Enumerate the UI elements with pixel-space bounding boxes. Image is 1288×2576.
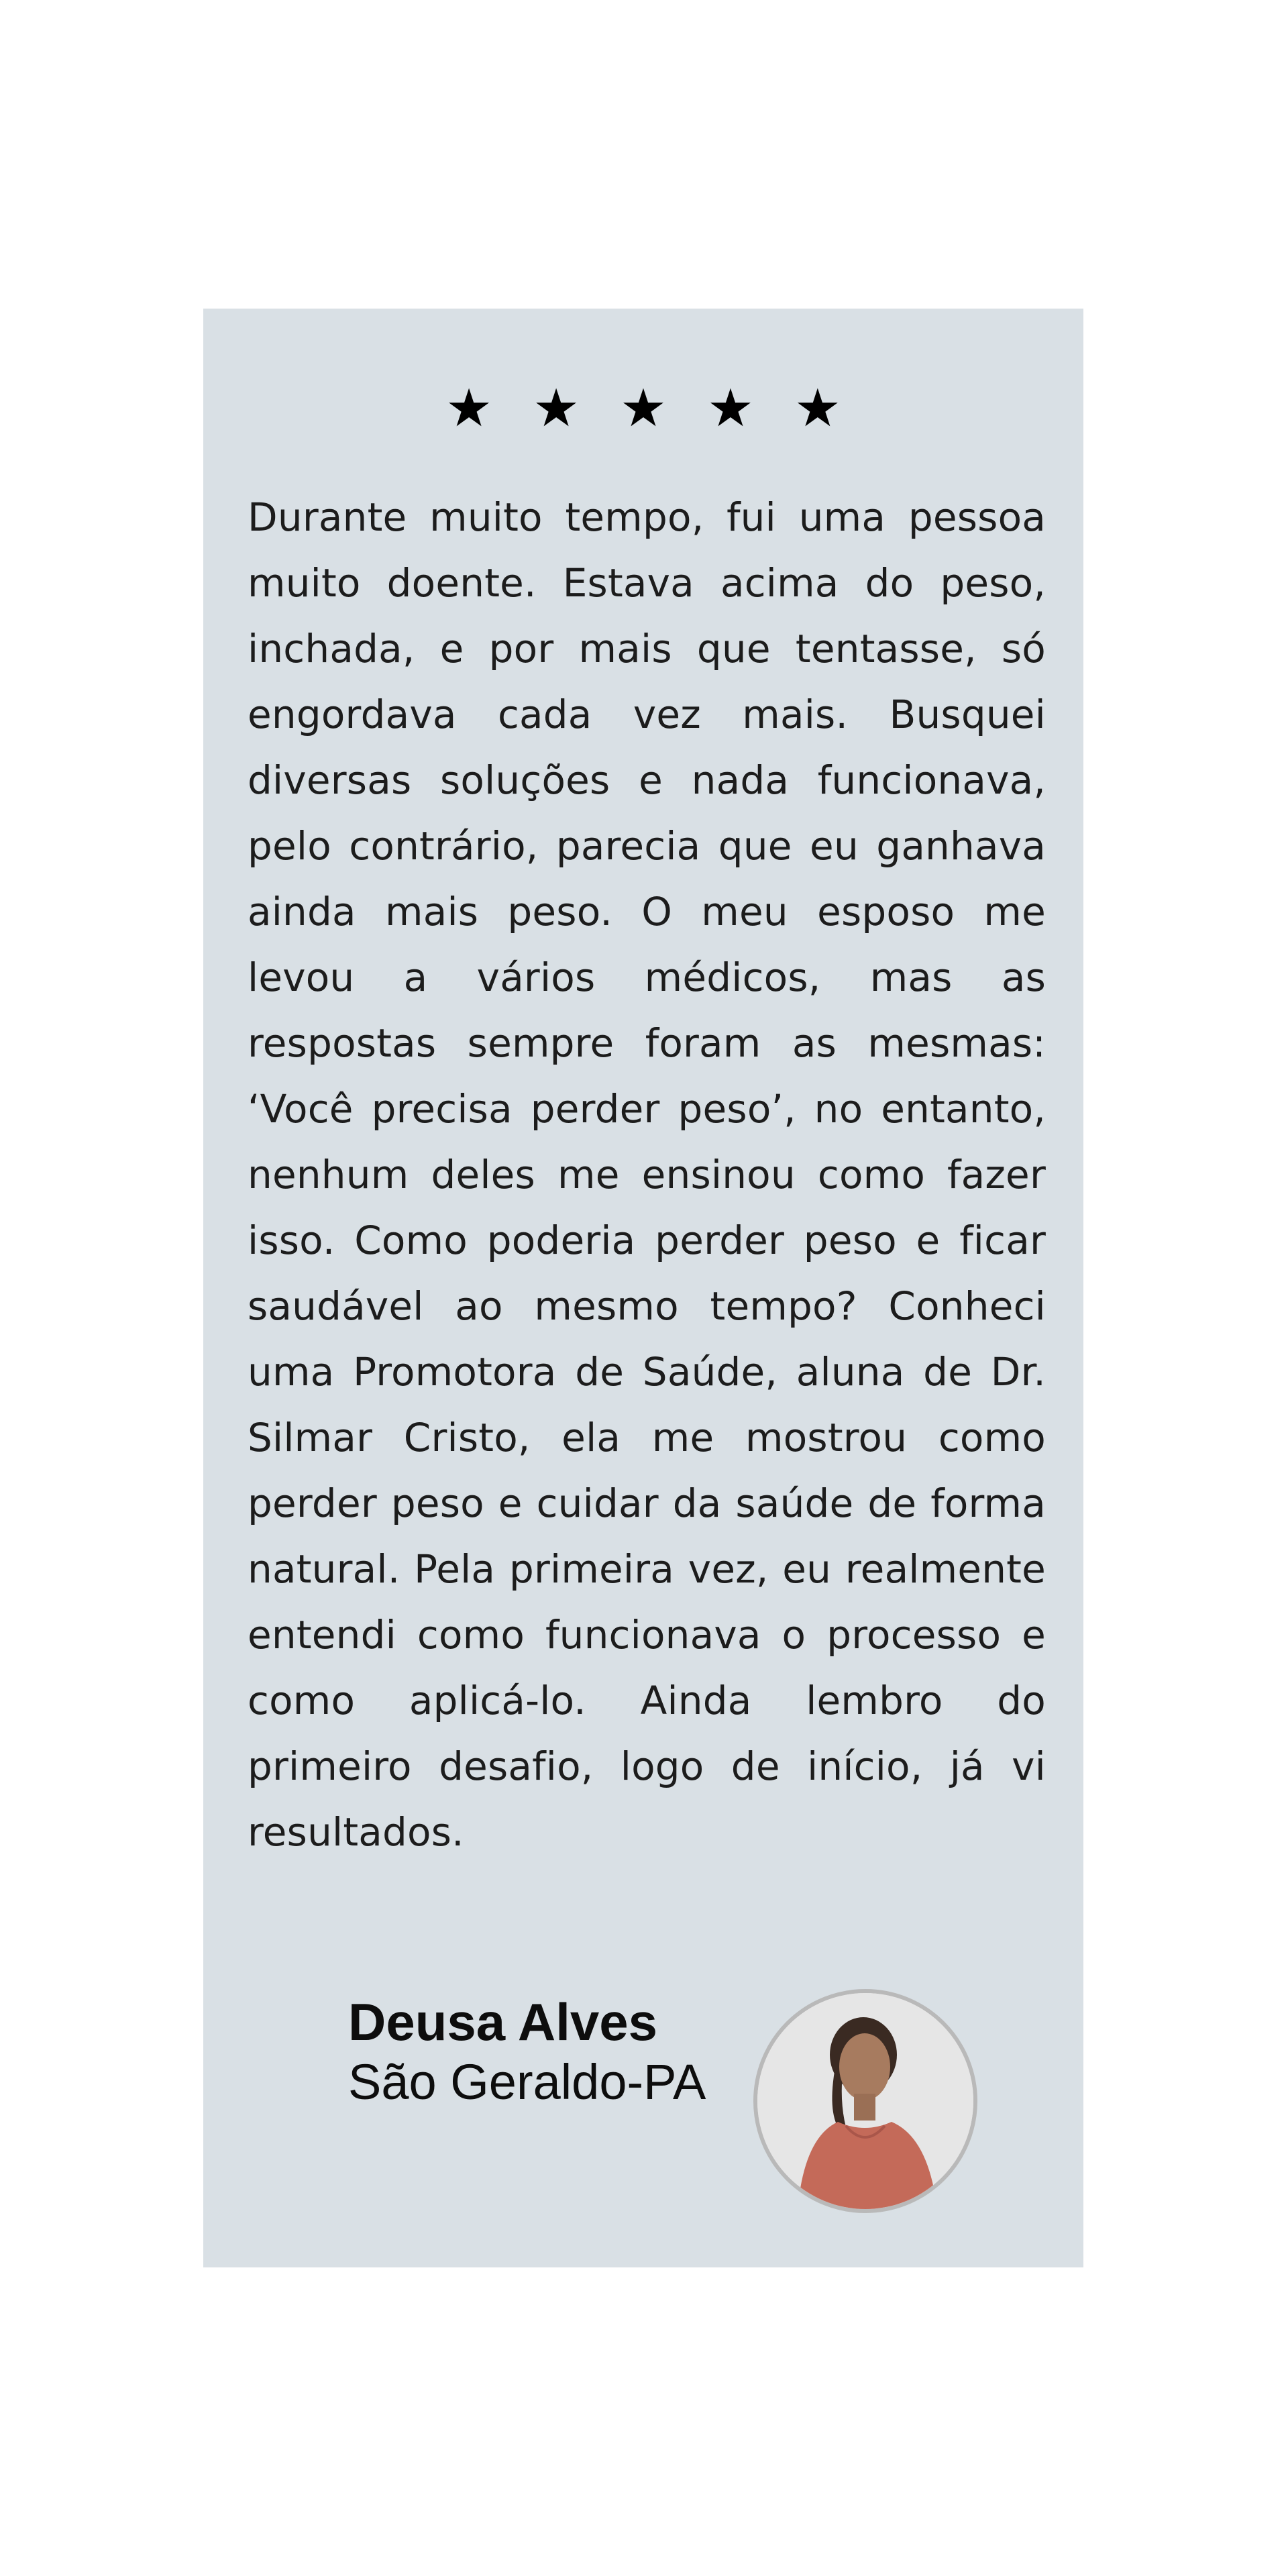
testimonial-card [203, 309, 1083, 2267]
author-photo [757, 1993, 973, 2209]
author-info [348, 1992, 706, 2112]
testimonial-text: Durante muito tempo, fui uma pessoa muito doente. Estava acima do peso, inchada, e por mais que tentasse, só engordava cada vez mais. Busquei diversas soluções e nada funcionava, pelo contrário, parecia que eu ganhava ainda mais peso. O meu esposo me levou a vários médicos, mas as respostas sempre foram as mesmas: ‘Você precisa perder peso’, no entanto, nenhum deles me ensinou como fazer isso. Como poderia perder peso e ficar saudável ao mesmo tempo? Conheci uma Promotora de Saúde, aluna de Dr. Silmar Cristo, ela me mostrou como perder peso e cuidar da saúde de forma natural. Pela primeira vez, eu realmente entendi como funcionava o processo e como aplicá-lo. Ainda lembro do primeiro desafio, logo de início, já vi resultados. [248, 494, 1046, 1855]
star-icon: ★ [794, 378, 841, 439]
star-icon: ★ [706, 378, 754, 439]
star-icon: ★ [445, 378, 493, 439]
star-icon: ★ [620, 378, 667, 439]
author-name: Deusa Alves [348, 1992, 658, 2051]
star-icon: ★ [533, 378, 580, 439]
author-location: São Geraldo-PA [348, 2053, 706, 2110]
star-rating [203, 378, 1083, 439]
avatar [753, 1989, 977, 2213]
